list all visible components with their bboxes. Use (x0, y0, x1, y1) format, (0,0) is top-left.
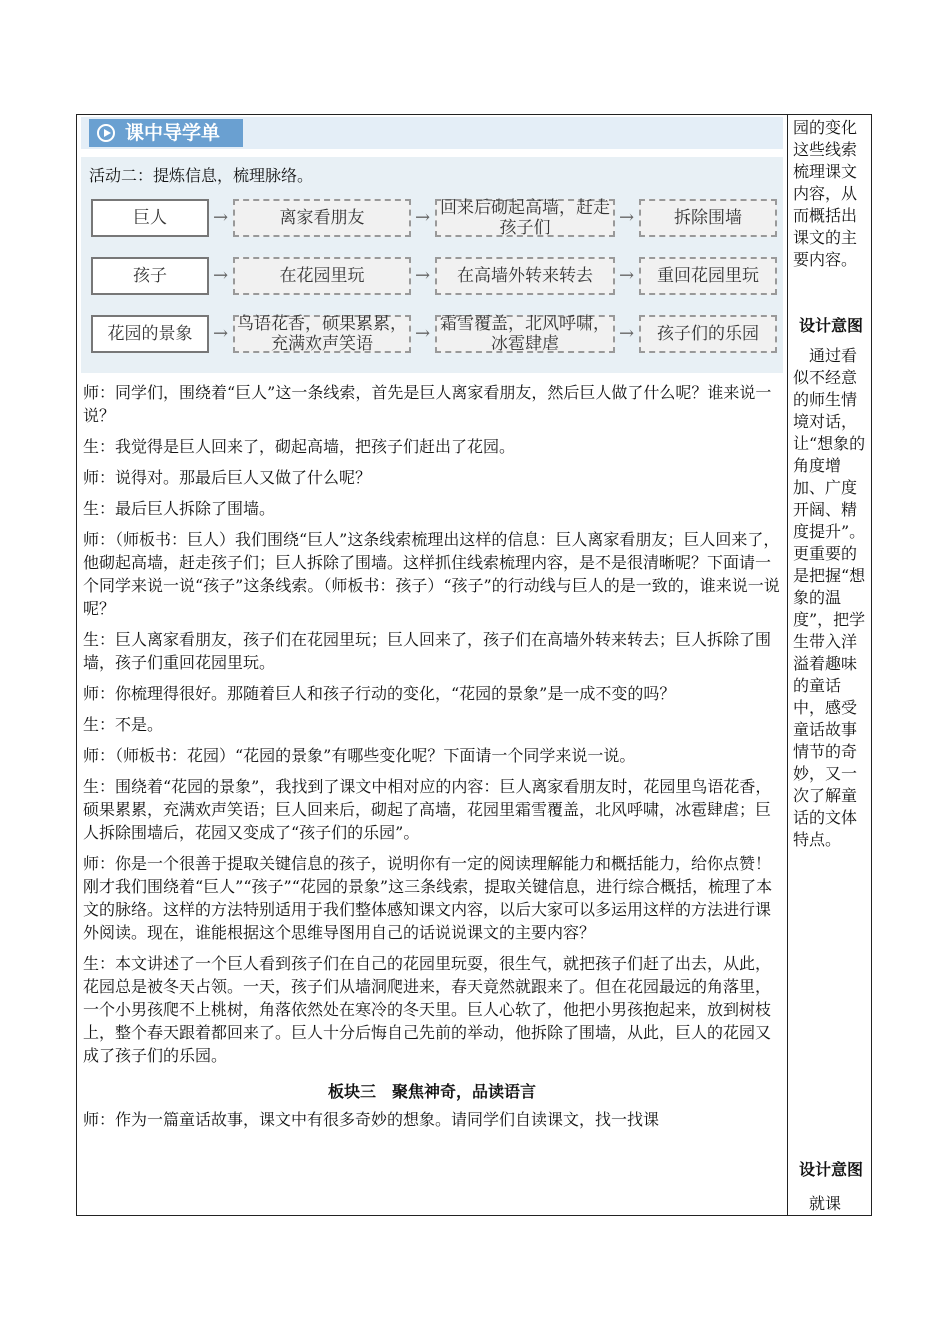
dialogue-line: 生：最后巨人拆除了围墙。 (83, 499, 276, 518)
map-node: 回来后砌起高墙，赶走孩子们 (435, 199, 615, 237)
side-note: 园的变化这些线索梳理课文内容，从而概括出课文的主要内容。 (793, 118, 858, 269)
mind-map-row-giant (87, 193, 777, 245)
map-node: 孩子们的乐园 (639, 315, 777, 353)
side-note: 就课 (793, 1194, 842, 1213)
mind-map-row-garden (87, 309, 777, 361)
arrow-right-icon: → (415, 323, 431, 344)
section-title: 板块三 聚焦神奇，品读语言 (327, 1082, 536, 1101)
main-column (81, 117, 783, 1139)
dialogue-line: 生：我觉得是巨人回来了，砌起高墙，把孩子们赶出了花园。 (83, 437, 516, 456)
mind-map-row-children (87, 251, 777, 303)
activity-title: 活动二：提炼信息，梳理脉络。 (89, 166, 314, 185)
dialogue (81, 381, 783, 1067)
arrow-right-icon: → (619, 207, 635, 228)
banner-tab (89, 119, 243, 147)
arrow-right-icon: → (213, 265, 229, 286)
row-head: 巨人 (91, 199, 209, 237)
dialogue-line: 师：说得对。那最后巨人又做了什么呢？ (83, 468, 372, 487)
arrow-right-icon: → (619, 323, 635, 344)
dialogue-line: 生：巨人离家看朋友，孩子们在花园里玩；巨人回来了，孩子们在高墙外转来转去；巨人拆除了围墙，孩子们重回花园里玩。 (83, 630, 772, 672)
arrow-right-icon: → (415, 207, 431, 228)
arrow-right-icon: → (213, 323, 229, 344)
dialogue-line: 生：围绕着“花园的景象”，我找到了课文中相对应的内容：巨人离家看朋友时，花园里鸟语花香，硕果累累，充满欢声笑语；巨人回来后，砌起了高墙，花园里霜雪覆盖，北风呼啸，冰雹肆虐；巨人拆除围墙后，花园又变成了“孩子们的乐园”。 (83, 777, 772, 842)
dialogue-line: 师：（师板书：巨人）我们围绕“巨人”这条线索梳理出这样的信息：巨人离家看朋友；巨人回来了，他砌起高墙，赶走孩子们；巨人拆除了围墙。这样抓住线索梳理内容，是不是很清晰呢？下面请一个同学来说一说“孩子”这条线索。（师板书：孩子）“孩子”的行动线与巨人的是一致的，谁来说一说呢？ (83, 530, 780, 618)
map-node: 离家看朋友 (233, 199, 411, 237)
map-node: 霜雪覆盖，北风呼啸，冰雹肆虐 (435, 315, 615, 353)
map-node: 鸟语花香，硕果累累，充满欢声笑语 (233, 315, 411, 353)
lesson-banner (81, 117, 783, 149)
design-intent-label: 设计意图 (798, 1160, 863, 1179)
arrow-right-icon: → (619, 265, 635, 286)
dialogue-line: 师：你是一个很善于提取关键信息的孩子，说明你有一定的阅读理解能力和概括能力，给你点赞！刚才我们围绕着“巨人”“孩子”“花园的景象”这三条线索，提取关键信息，进行综合概括，梳理了本文的脉络。这样的方法特别适用于我们整体感知课文内容，以后大家可以多运用这样的方法进行课外阅读。现在，谁能根据这个思维导图用自己的话说说课文的主要内容？ (83, 854, 773, 942)
arrow-right-icon: → (415, 265, 431, 286)
map-node: 重回花园里玩 (639, 257, 777, 295)
play-circle-icon (97, 124, 115, 142)
banner-title: 课中导学单 (125, 122, 221, 144)
map-node: 拆除围墙 (639, 199, 777, 237)
dialogue-line: 生：本文讲述了一个巨人看到孩子们在自己的花园里玩耍，很生气，就把孩子们赶了出去，从此，花园总是被冬天占领。一天，孩子们从墙洞爬进来，春天竟然就跟来了。但在花园最远的角落里，一个小男孩爬不上桃树，角落依然处在寒冷的冬天里。巨人心软了，他把小男孩抱起来，放到树枝上，整个春天跟着都回来了。巨人十分后悔自己先前的举动，他拆除了围墙，从此，巨人的花园又成了孩子们的乐园。 (83, 954, 772, 1065)
dialogue-line: 师：你梳理得很好。那随着巨人和孩子行动的变化，“花园的景象”是一成不变的吗？ (83, 684, 676, 703)
mind-map (81, 157, 783, 373)
dialogue-line: 师：作为一篇童话故事，课文中有很多奇妙的想象。请同学们自读课文，找一找课 (83, 1110, 660, 1129)
design-intent-label: 设计意图 (798, 316, 863, 335)
map-node: 在花园里玩 (233, 257, 411, 295)
lesson-table (76, 114, 872, 1216)
column-divider (787, 115, 788, 1215)
dialogue-line: 师：（师板书：花园）“花园的景象”有哪些变化呢？下面请一个同学来说一说。 (83, 746, 636, 765)
side-column (793, 117, 869, 1213)
row-head: 花园的景象 (91, 315, 209, 353)
arrow-right-icon: → (213, 207, 229, 228)
dialogue-line: 生：不是。 (83, 715, 164, 734)
row-head: 孩子 (91, 257, 209, 295)
design-intent-text: 通过看似不经意的师生情境对话，让“想象的角度增加、广度开阔、精度提升”。更重要的是把握“想象的温度”，把学生带入洋溢着趣味的童话中，感受童话故事情节的奇妙，又一次了解童话的文体特点。 (793, 346, 866, 849)
dialogue-line: 师：同学们，围绕着“巨人”这一条线索，首先是巨人离家看朋友，然后巨人做了什么呢？谁来说一说？ (83, 383, 772, 425)
map-node: 在高墙外转来转去 (435, 257, 615, 295)
